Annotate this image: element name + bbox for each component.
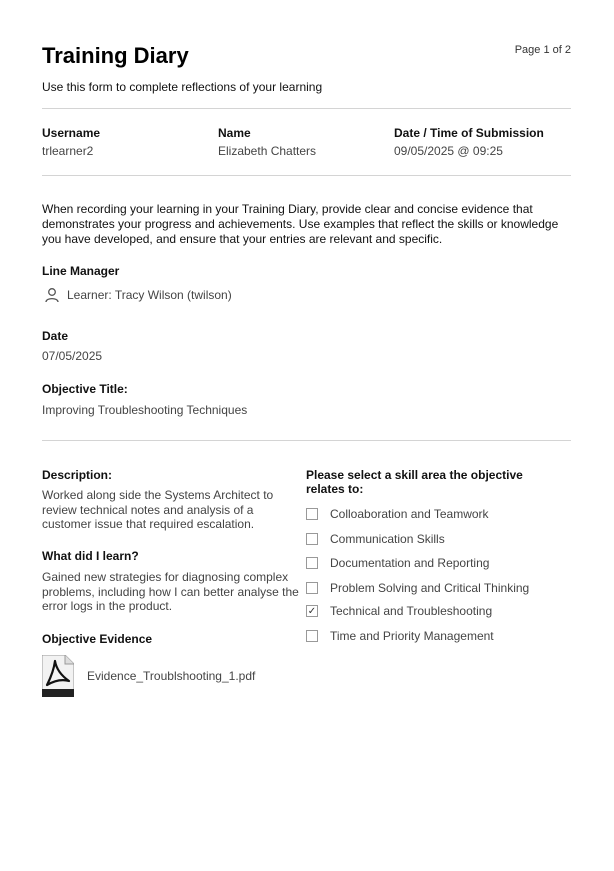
evidence-file-name: Evidence_Troublshooting_1.pdf bbox=[87, 669, 256, 683]
submission-datetime-label: Date / Time of Submission bbox=[394, 126, 544, 140]
date-value: 07/05/2025 bbox=[42, 349, 103, 363]
divider bbox=[42, 440, 571, 441]
user-icon bbox=[44, 287, 60, 303]
what-learned-value: Gained new strategies for diagnosing complex problems, including how I can better analyse the error logs in the product. bbox=[42, 570, 299, 613]
line-manager-value: Learner: Tracy Wilson (twilson) bbox=[67, 288, 232, 302]
description-label: Description: bbox=[42, 468, 113, 482]
skill-area-label: Please select a skill area the objective relates to: bbox=[306, 468, 523, 496]
checkbox[interactable] bbox=[306, 508, 318, 520]
evidence-file-link[interactable] bbox=[42, 655, 255, 697]
submission-datetime-value: 09/05/2025 @ 09:25 bbox=[394, 144, 503, 158]
intro-text: When recording your learning in your Training Diary, provide clear and concise evidence that demonstrates your progress and achievements. Use examples that reflect the skills or knowledge you have developed, and ensure that your entries are relevant and specific. bbox=[42, 202, 559, 246]
name-label: Name bbox=[218, 126, 251, 140]
skill-option[interactable] bbox=[306, 603, 492, 619]
divider bbox=[42, 175, 571, 176]
checkbox[interactable] bbox=[306, 582, 318, 594]
date-label: Date bbox=[42, 329, 69, 343]
skill-option[interactable] bbox=[306, 506, 489, 522]
page-indicator: Page 1 of 2 bbox=[514, 44, 571, 56]
skill-option-label: Time and Priority Management bbox=[330, 629, 494, 643]
line-manager-label: Line Manager bbox=[42, 264, 120, 278]
divider bbox=[42, 108, 571, 109]
skill-option-label: Technical and Troubleshooting bbox=[330, 604, 493, 618]
page-subtitle: Use this form to complete reflections of your learning bbox=[42, 80, 323, 94]
skill-option[interactable] bbox=[306, 580, 529, 596]
description-value: Worked along side the Systems Architect to review technical notes and analysis of a customer issue that required escalation. bbox=[42, 488, 274, 531]
checkbox[interactable] bbox=[306, 630, 318, 642]
checkbox[interactable] bbox=[306, 557, 318, 569]
skill-option-label: Documentation and Reporting bbox=[330, 556, 490, 570]
what-learned-label: What did I learn? bbox=[42, 549, 139, 563]
objective-title-value: Improving Troubleshooting Techniques bbox=[42, 403, 248, 417]
username-label: Username bbox=[42, 126, 101, 140]
skill-option-label: Colloaboration and Teamwork bbox=[330, 507, 489, 521]
page-title: Training Diary bbox=[42, 43, 189, 68]
skill-option-label: Communication Skills bbox=[330, 532, 445, 546]
skill-option[interactable] bbox=[306, 531, 445, 547]
skill-option-label: Problem Solving and Critical Thinking bbox=[330, 581, 530, 595]
objective-title-label: Objective Title: bbox=[42, 382, 128, 396]
line-manager-field bbox=[44, 287, 232, 303]
checkbox[interactable] bbox=[306, 533, 318, 545]
objective-evidence-label: Objective Evidence bbox=[42, 632, 153, 646]
name-value: Elizabeth Chatters bbox=[218, 144, 317, 158]
pdf-file-icon bbox=[42, 655, 74, 697]
checkbox-checked[interactable]: ✓ bbox=[307, 605, 317, 617]
username-value: trlearner2 bbox=[42, 144, 94, 158]
skill-option[interactable] bbox=[306, 555, 489, 571]
skill-option[interactable] bbox=[306, 628, 494, 644]
